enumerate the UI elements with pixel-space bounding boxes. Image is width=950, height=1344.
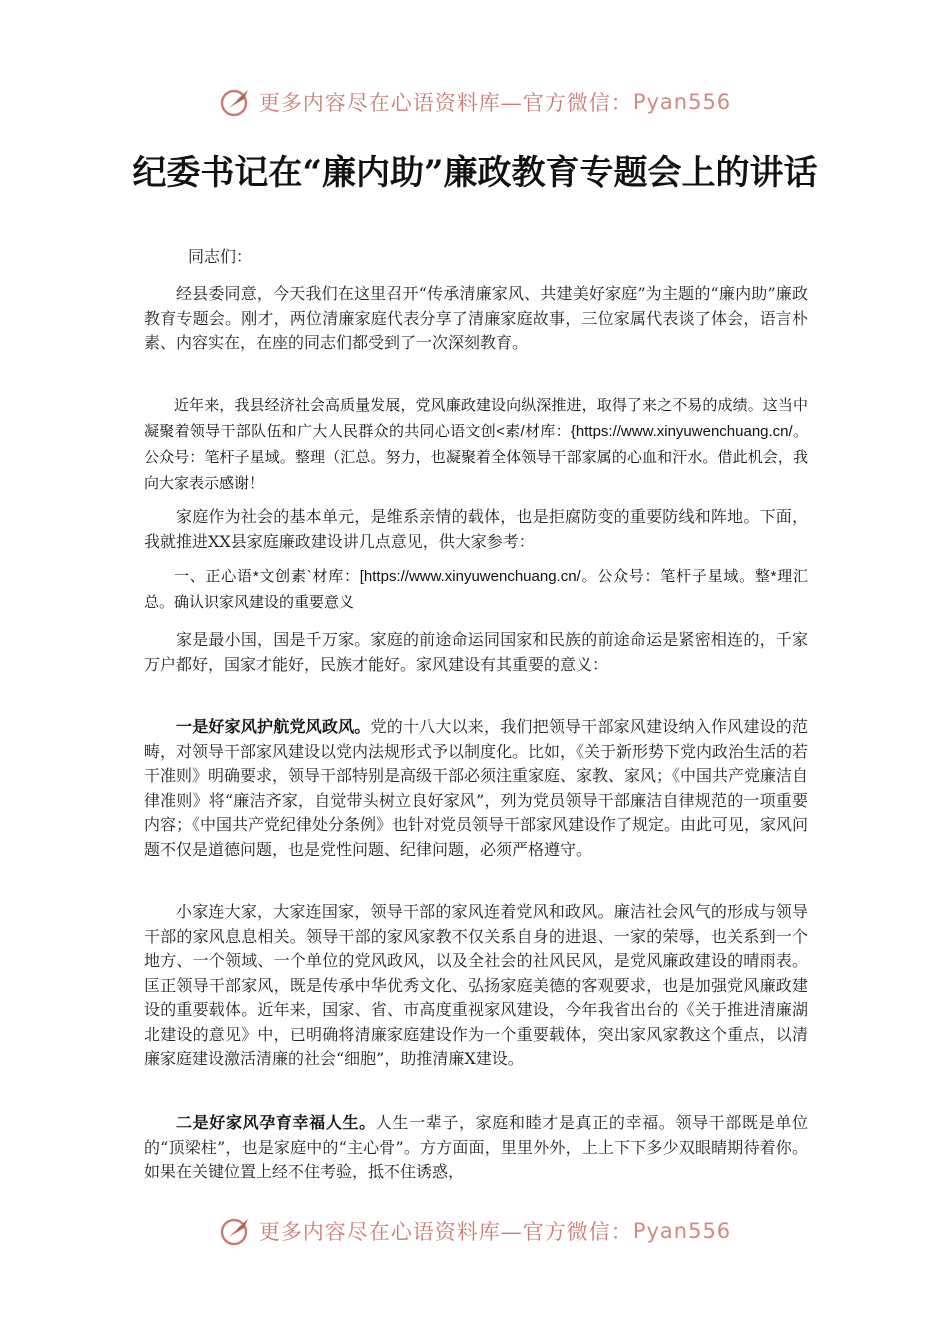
page-title: 纪委书记在“廉内助”廉政教育专题会上的讲话	[132, 153, 818, 193]
footer-banner	[0, 1211, 950, 1251]
paragraph-lead: 一是好家风护航党风政风。	[176, 717, 371, 736]
paragraph-text: 近年来，我县经济社会高质量发展，党风廉政建设向纵深推进，取得了来之不易的成绩。这当中凝聚着领导干部队伍和广大人民群众的共同心语文创<素/材库：{https://www.xinyuwenchuang.cn/。公众号：笔杆子星域。整理（汇总。努力，也凝聚着全体领导干部家属的心血和汗水。借此机会，我向大家表示感谢！	[144, 397, 808, 492]
header-banner	[0, 82, 950, 122]
banner-wechat-id: Pyan556	[632, 1219, 732, 1243]
banner-text: 更多内容尽在心语资料库—官方微信：	[258, 1220, 633, 1244]
paragraph-6	[144, 900, 808, 1072]
banner-text: 更多内容尽在心语资料库—官方微信：	[258, 91, 633, 115]
greeting: 同志们：	[188, 247, 253, 266]
section-heading-text: 一、正心语*文创素`材库：[https://www.xinyuwenchuang.cn/。公众号：笔杆子星域。整*理汇总。确认识家风建设的重要意义	[144, 568, 808, 611]
paragraph-7	[144, 1111, 808, 1185]
paragraph-lead: 二是好家风孕育幸福人生。	[176, 1113, 376, 1132]
paragraph-text: 党的十八大以来，我们把领导干部家风建设纳入作风建设的范畴，对领导干部家风建设以党内法规形式予以制度化。比如，《关于新形势下党内政治生活的若干准则》明确要求，领导干部特别是高级干部必须注重家庭、家教、家风；《中国共产党廉洁自律准则》将“廉洁齐家，自觉带头树立良好家风”，列为党员领导干部廉洁自律规范的一项重要内容；《中国共产党纪律处分条例》也针对党员领导干部家风建设作了规定。由此可见，家风问题不仅是道德问题，也是党性问题、纪律问题，必须严格遵守。	[144, 717, 809, 859]
paragraph-text: 小家连大家，大家连国家，领导干部的家风连着党风和政风。廉洁社会风气的形成与领导干部的家风息息相关。领导干部的家风家教不仅关系自身的进退、一家的荣辱，也关系到一个地方、一个领域、一个单位的党风政风，以及全社会的社风民风，是党风廉政建设的晴雨表。匡正领导干部家风，既是传承中华优秀文化、弘扬家庭美德的客观要求，也是加强党风廉政建设的重要载体。近年来，国家、省、市高度重视家风建设，今年我省出台的《关于推进清廉湖北建设的意见》中，已明确将清廉家庭建设作为一个重要载体，突出家风家教这个重点，以清廉家庭建设激活清廉的社会“细胞”，助推清廉X建设。	[144, 902, 808, 1068]
quill-logo-icon	[219, 85, 253, 119]
paragraph-3	[144, 505, 808, 554]
paragraph-5	[144, 715, 808, 862]
paragraph-text: 人生一辈子，家庭和睦才是真正的幸福。领导干部既是单位的“顶梁柱”，也是家庭中的“主心骨”。方方面面，里里外外，上上下下多少双眼睛期待着你。如果在关键位置上经不住考验，抵不住诱惑，	[144, 1113, 808, 1181]
paragraph-2	[144, 393, 808, 497]
paragraph-text: 家庭作为社会的基本单元，是维系亲情的载体，也是拒腐防变的重要防线和阵地。下面，我就推进XX县家庭廉政建设讲几点意见，供大家参考：	[144, 507, 808, 551]
paragraph-text: 家是最小国，国是千万家。家庭的前途命运同国家和民族的前途命运是紧密相连的，千家万户都好，国家才能好，民族才能好。家风建设有其重要的意义：	[144, 630, 808, 674]
paragraph-1	[144, 282, 808, 356]
paragraph-4	[144, 628, 808, 677]
section-heading-1	[144, 564, 808, 616]
quill-logo-icon	[219, 1214, 253, 1248]
banner-wechat-id: Pyan556	[632, 90, 732, 114]
paragraph-text: 经县委同意，今天我们在这里召开“传承清廉家风、共建美好家庭”为主题的“廉内助”廉政教育专题会。刚才，两位清廉家庭代表分享了清廉家庭故事，三位家属代表谈了体会，语言朴素、内容实在，在座的同志们都受到了一次深刻教育。	[144, 284, 808, 352]
